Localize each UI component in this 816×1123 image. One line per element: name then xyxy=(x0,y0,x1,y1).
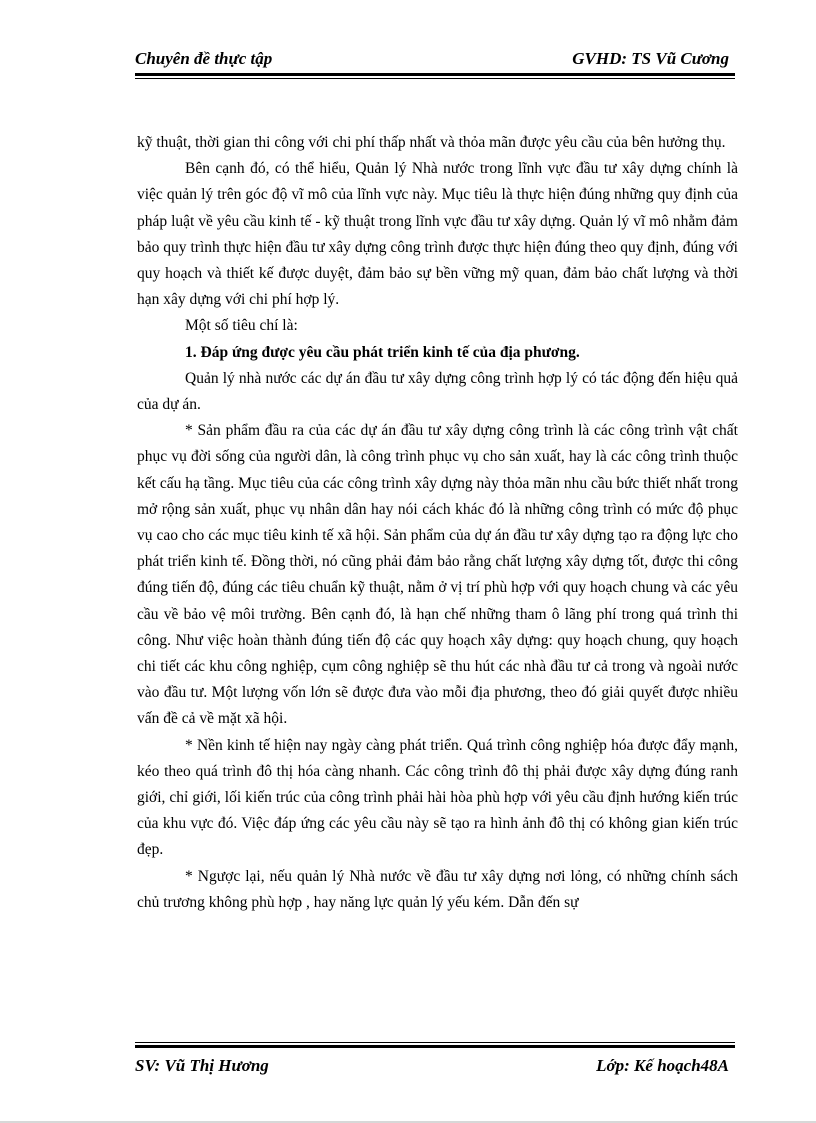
page-footer xyxy=(135,1054,729,1080)
page-header xyxy=(135,47,729,73)
paragraph: * Sản phẩm đầu ra của các dự án đầu tư xây dựng công trình là các công trình vật chất phục vụ đời sống của người dân, là công trình phục vụ cho sản xuất, hay là các công trình thuộc kết cấu hạ tầng. Mục tiêu của các công trình xây dựng này thỏa mãn nhu cầu bức thiết nhất trong mở rộng sản xuất, phục vụ nhân dân hay nói cách khác đó là những công trình có mức độ phục vụ cao cho các mục tiêu kinh tế xã hội. Sản phẩm của dự án đầu tư xây dựng tạo ra động lực cho phát triển kinh tế. Đồng thời, nó cũng phải đảm bảo rằng chất lượng xây dựng tốt, được thi công đúng tiến độ, đúng các tiêu chuẩn kỹ thuật, nằm ở vị trí phù hợp với quy hoạch chung và các yêu cầu về bảo vệ môi trường. Bên cạnh đó, là hạn chế những tham ô lãng phí trong quá trình thi công. Như việc hoàn thành đúng tiến độ các quy hoạch xây dựng: quy hoạch chung, quy hoạch chi tiết các khu công nghiệp, cụm công nghiệp sẽ thu hút các nhà đầu tư cả trong và ngoài nước vào đầu tư. Một lượng vốn lớn sẽ được đưa vào mỗi địa phương, theo đó giải quyết được nhiều vấn đề cả về mặt xã hội. xyxy=(137,422,738,728)
paragraph: Một số tiêu chí là: xyxy=(185,317,298,335)
footer-class: Lớp: Kế hoạch48A xyxy=(596,1056,729,1075)
footer-student: SV: Vũ Thị Hương xyxy=(135,1056,269,1075)
paragraph: Quản lý nhà nước các dự án đầu tư xây dựng công trình hợp lý có tác động đến hiệu quả của dự án. xyxy=(137,369,738,414)
header-rule-thin xyxy=(135,78,735,79)
section-heading: 1. Đáp ứng được yêu cầu phát triển kinh tế của địa phương. xyxy=(185,343,580,361)
paragraph: kỹ thuật, thời gian thi công với chi phí thấp nhất và thỏa mãn được yêu cầu của bên hưởng thụ. xyxy=(137,134,726,151)
footer-rule-thin xyxy=(135,1042,735,1043)
paragraph: Bên cạnh đó, có thể hiểu, Quản lý Nhà nước trong lĩnh vực đầu tư xây dựng chính là việc quản lý trên góc độ vĩ mô của lĩnh vực này. Mục tiêu là thực hiện đúng những quy định của pháp luật về yêu cầu kinh tế - kỹ thuật trong lĩnh vực đầu tư xây dựng. Quản lý vĩ mô nhằm đảm bảo quy trình thực hiện đầu tư xây dựng công trình được thực hiện đúng theo quy định, đúng với quy hoạch và thiết kế được duyệt, đảm bảo sự bền vững mỹ quan, đảm bảo chất lượng và thời hạn xây dựng với chi phí hợp lý. xyxy=(137,160,738,309)
footer-rule-thick xyxy=(135,1045,735,1048)
body-text xyxy=(137,130,738,916)
paragraph: * Nền kinh tế hiện nay ngày càng phát triển. Quá trình công nghiệp hóa được đẩy mạnh, kéo theo quá trình đô thị hóa càng nhanh. Các công trình đô thị phải được xây dựng đúng ranh giới, chỉ giới, lối kiến trúc của công trình phải hài hòa phù hợp với yêu cầu định hướng kiến trúc của khu vực đó. Việc đáp ứng các yêu cầu này sẽ tạo ra hình ảnh đô thị có không gian kiến trúc đẹp. xyxy=(137,736,738,859)
header-topic: Chuyên đề thực tập xyxy=(135,49,273,68)
header-rule-thick xyxy=(135,73,735,76)
paragraph: * Ngược lại, nếu quản lý Nhà nước về đầu tư xây dựng nơi lỏng, có những chính sách chủ trương không phù hợp , hay năng lực quản lý yếu kém. Dẫn đến sự xyxy=(137,867,738,911)
header-advisor: GVHD: TS Vũ Cương xyxy=(572,49,729,68)
